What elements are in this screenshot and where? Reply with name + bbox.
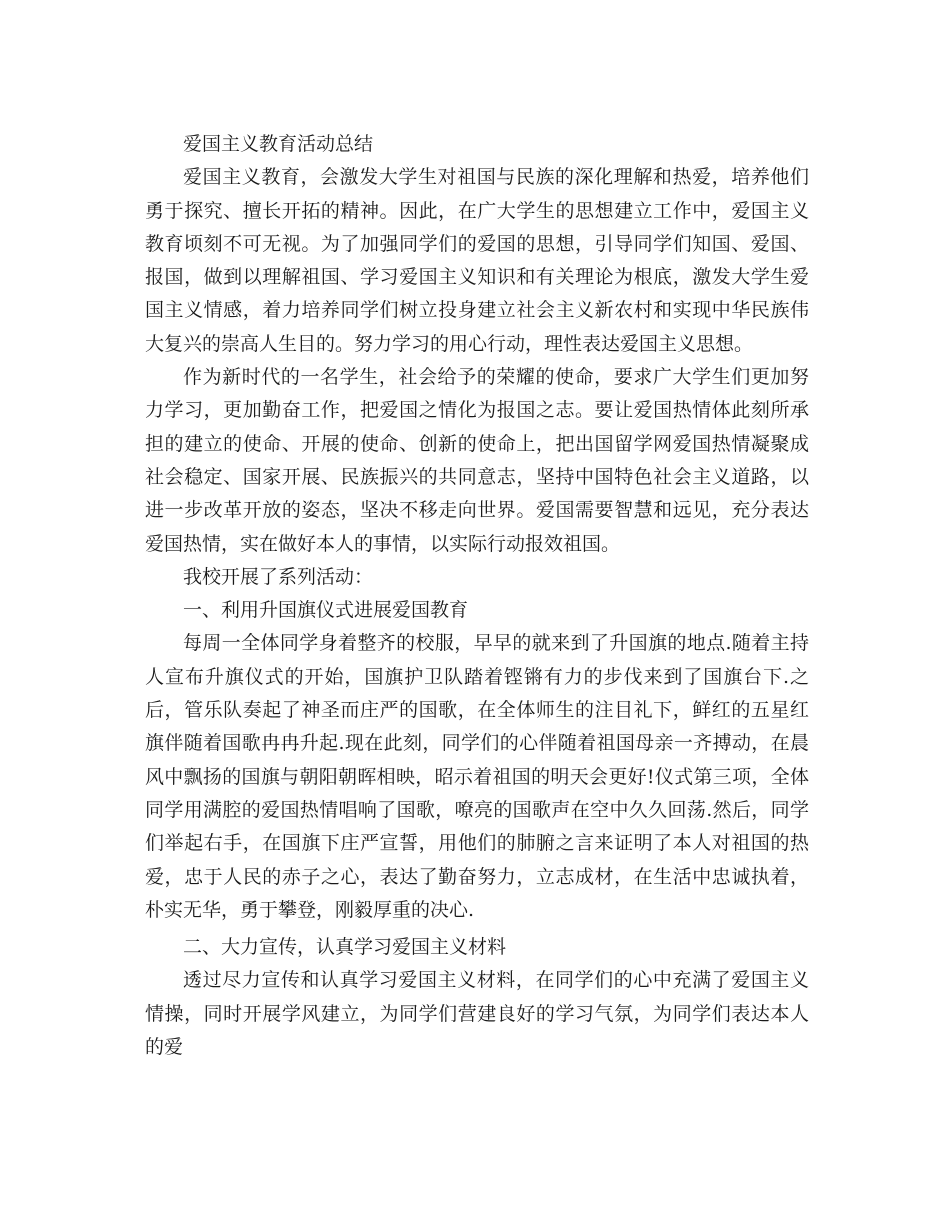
paragraph-publicity: 透过尽力宣传和认真学习爱国主义材料，在同学们的心中充满了爱国主义情操，同时开展学风建立，为同学们营建良好的学习气氛，为同学们表达本人的爱: [145, 969, 809, 1059]
section-heading-flag-ceremony: 一、利用升国旗仪式进展爱国教育: [183, 599, 469, 622]
paragraph-mission: 作为新时代的一名学生，社会给予的荣耀的使命，要求广大学生们更加努力学习，更加勤奋工作，把爱国之情化为报国之志。要让爱国热情体此刻所承担的建立的使命、开展的使命、创新的使命上，把出国留学网爱国热情凝聚成社会稳定、国家开展、民族振兴的共同意志，坚持中国特色社会主义道路，以进一步改革开放的姿态，坚决不移走向世界。爱国需要智慧和远见，充分表达爱国热情，实在做好本人的事情，以实际行动报效祖国。: [145, 366, 809, 555]
paragraph-intro: 爱国主义教育，会激发大学生对祖国与民族的深化理解和热爱，培养他们勇于探究、擅长开拓的精神。因此，在广大学生的思想建立工作中，爱国主义教育顷刻不可无视。为了加强同学们的爱国的思想，引导同学们知国、爱国、报国，做到以理解祖国、学习爱国主义知识和有关理论为根底，激发大学生爱国主义情感，着力培养同学们树立投身建立社会主义新农村和实现中华民族伟大复兴的崇高人生目的。努力学习的用心行动，理性表达爱国主义思想。: [145, 166, 809, 355]
section-heading-publicity: 二、大力宣传，认真学习爱国主义材料: [183, 936, 507, 959]
paragraph-flag-ceremony: 每周一全体同学身着整齐的校服，早早的就来到了升国旗的地点.随着主持人宣布升旗仪式的开始，国旗护卫队踏着铿锵有力的步伐来到了国旗台下.之后，管乐队奏起了神圣而庄严的国歌，在全体师生的注目礼下，鲜红的五星红旗伴随着国歌冉冉升起.现在此刻，同学们的心伴随着祖国母亲一齐搏动，在晨风中飘扬的国旗与朝阳朝晖相映，昭示着祖国的明天会更好!仪式第三项，全体同学用满腔的爱国热情唱响了国歌，嘹亮的国歌声在空中久久回荡.然后，同学们举起右手，在国旗下庄严宣誓，用他们的肺腑之言来证明了本人对祖国的热爱，忠于人民的赤子之心，表达了勤奋努力，立志成材，在生活中忠诚执着，朴实无华，勇于攀登，刚毅厚重的决心.: [145, 632, 809, 921]
document-body: [145, 128, 809, 1064]
document-title: 爱国主义教育活动总结: [183, 133, 374, 155]
paragraph-activities-intro: 我校开展了系列活动：: [183, 565, 374, 588]
